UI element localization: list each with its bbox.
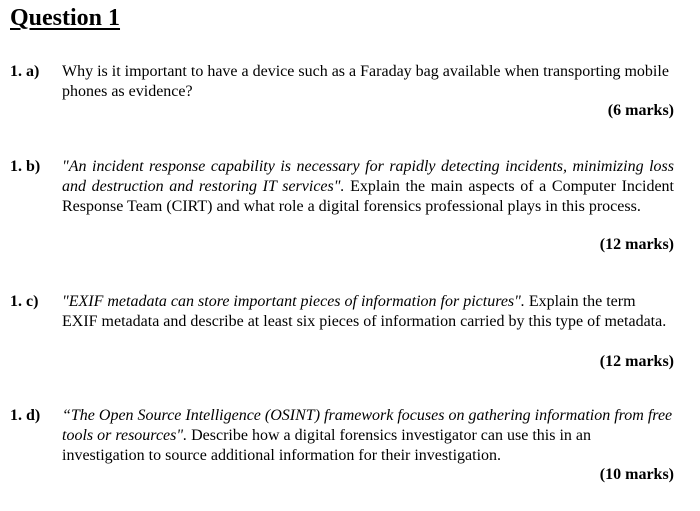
question-marks: (12 marks) — [599, 353, 674, 370]
question-marks: (12 marks) — [599, 236, 674, 253]
question-text — [62, 406, 674, 466]
question-marks: (6 marks) — [607, 102, 674, 119]
question-1a — [10, 62, 674, 122]
page-title: Question 1 — [10, 5, 121, 31]
question-1c — [10, 292, 674, 372]
question-body: Explain the main aspects of a Computer Incident Response Team (CIRT) and what role a digital forensics professional plays in this process. — [62, 178, 674, 215]
question-quote: "An incident response capability is necessary for rapidly detecting incidents, minimizing loss and destruction and restoring IT services". — [62, 158, 674, 195]
question-number: 1. a) — [10, 63, 40, 80]
question-text — [62, 157, 674, 217]
question-number: 1. c) — [10, 293, 39, 310]
question-quote: “The Open Source Intelligence (OSINT) framework focuses on gathering information from free tools or resources". — [62, 407, 673, 444]
question-body: Explain the term EXIF metadata and describe at least six pieces of information carried by this type of metadata. — [62, 293, 667, 330]
question-body: Describe how a digital forensics investigator can use this in an investigation to source additional information for their investigation. — [62, 427, 591, 464]
question-text — [62, 62, 674, 102]
question-1b — [10, 157, 674, 257]
question-1d — [10, 406, 674, 486]
question-number: 1. d) — [10, 407, 41, 424]
question-number: 1. b) — [10, 158, 41, 175]
question-body: Why is it important to have a device such as a Faraday bag available when transporting mobile phones as evidence? — [62, 63, 669, 100]
question-quote: "EXIF metadata can store important pieces of information for pictures". — [62, 293, 525, 310]
question-text — [62, 292, 674, 332]
question-marks: (10 marks) — [599, 466, 674, 483]
